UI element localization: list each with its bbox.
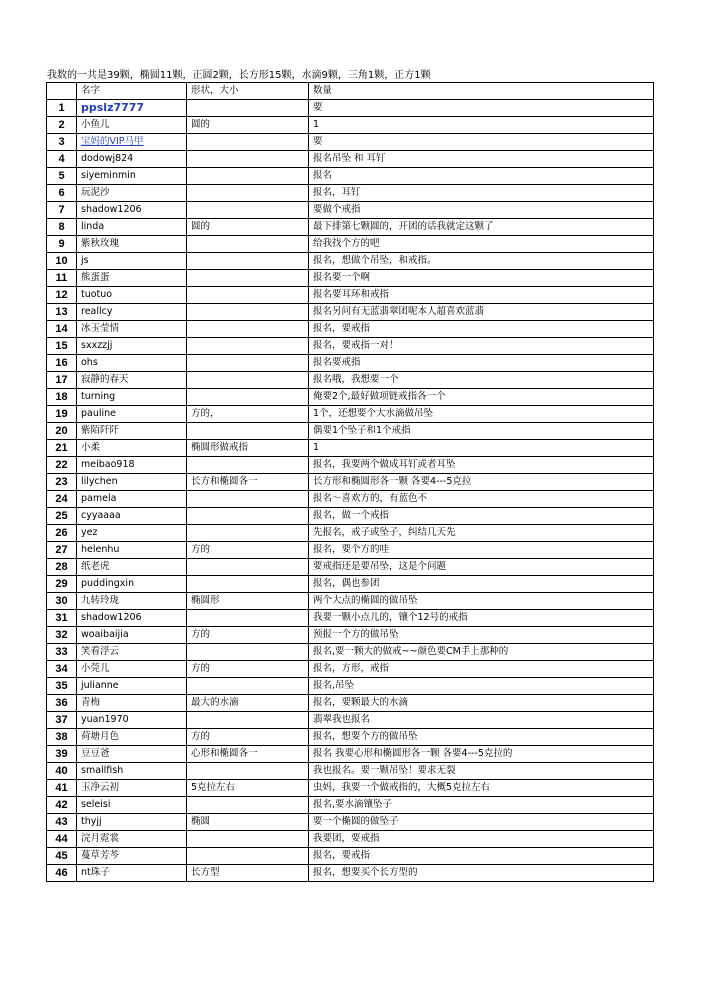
table-row [47,865,654,882]
row-name: woaibaijia [77,627,187,644]
row-shape [187,321,309,338]
row-name: julianne [77,678,187,695]
row-shape [187,525,309,542]
row-name: 荷塘月色 [77,729,187,746]
row-shape: 长方型 [187,865,309,882]
row-name: seleisi [77,797,187,814]
row-shape [187,185,309,202]
row-number: 46 [47,865,77,882]
row-shape [187,423,309,440]
row-number: 2 [47,117,77,134]
row-quantity: 报名吊坠 和 耳钉 [309,151,654,168]
row-shape [187,678,309,695]
row-quantity: 要 [309,134,654,151]
row-shape: 方的 [187,729,309,746]
row-number: 9 [47,236,77,253]
table-row [47,117,654,134]
table-row [47,814,654,831]
table-row [47,661,654,678]
row-quantity: 偶要1个坠子和1个戒指 [309,423,654,440]
row-shape: 长方和椭圆各一 [187,474,309,491]
table-row [47,321,654,338]
row-number: 43 [47,814,77,831]
summary-line: 我数的一共是39颗，椭圆11颗，正圆2颗，长方形15颗，水滴9颗，三角1颗，正方1颗 [47,70,431,81]
row-number: 14 [47,321,77,338]
row-quantity: 报名，要颗最大的水滴 [309,695,654,712]
table-row [47,491,654,508]
row-name: 豆豆爸 [77,746,187,763]
row-name: 纸老虎 [77,559,187,576]
table-row [47,389,654,406]
row-name: pamela [77,491,187,508]
row-quantity: 报名，偶也参团 [309,576,654,593]
row-name: 冰玉莹情 [77,321,187,338]
table-row [47,423,654,440]
row-name: 紫秋玫瑰 [77,236,187,253]
row-number: 19 [47,406,77,423]
row-number: 1 [47,100,77,117]
row-number: 39 [47,746,77,763]
row-quantity: 我要团，要戒指 [309,831,654,848]
row-shape [187,355,309,372]
table-row [47,593,654,610]
row-shape [187,253,309,270]
row-name: nt珠子 [77,865,187,882]
table-row [47,457,654,474]
row-shape [187,848,309,865]
row-number: 30 [47,593,77,610]
table-row [47,831,654,848]
row-name[interactable]: 宝妈的VIP马甲 [77,134,187,151]
row-quantity: 报名，想做个吊坠，和戒指。 [309,253,654,270]
table-row [47,406,654,423]
row-number: 5 [47,168,77,185]
row-number: 35 [47,678,77,695]
row-shape: 方的 [187,542,309,559]
row-shape [187,712,309,729]
row-quantity: 预报一个方的做吊坠 [309,627,654,644]
row-name: reallcy [77,304,187,321]
row-number: 33 [47,644,77,661]
row-number: 42 [47,797,77,814]
table-row [47,729,654,746]
row-shape: 椭圆 [187,814,309,831]
row-number: 13 [47,304,77,321]
row-shape [187,287,309,304]
row-name: 寂静的春天 [77,372,187,389]
row-name: 笑看浮云 [77,644,187,661]
row-shape [187,508,309,525]
table-row [47,746,654,763]
row-name: 九转玲珑 [77,593,187,610]
row-number: 38 [47,729,77,746]
row-name: 小莞儿 [77,661,187,678]
table-row [47,610,654,627]
row-name: ohs [77,355,187,372]
row-number: 29 [47,576,77,593]
row-name: turning [77,389,187,406]
table-row [47,695,654,712]
row-quantity: 报名,要水滴镶坠子 [309,797,654,814]
row-name: shadow1206 [77,202,187,219]
row-name: siyeminmin [77,168,187,185]
row-shape [187,610,309,627]
table-row [47,644,654,661]
row-shape: 方的， [187,406,309,423]
table-row [47,253,654,270]
row-name: smallfish [77,763,187,780]
row-shape: 5克拉左右 [187,780,309,797]
row-number: 28 [47,559,77,576]
row-number: 45 [47,848,77,865]
table-row [47,168,654,185]
table-row [47,627,654,644]
row-name: 小柔 [77,440,187,457]
row-name: js [77,253,187,270]
table-row [47,151,654,168]
row-shape [187,644,309,661]
row-shape: 椭圆形 [187,593,309,610]
row-shape [187,100,309,117]
row-shape: 圆的 [187,219,309,236]
row-number: 21 [47,440,77,457]
row-shape [187,270,309,287]
row-quantity: 报名，要戒指一对！ [309,338,654,355]
row-number: 16 [47,355,77,372]
table-row [47,134,654,151]
table-row [47,304,654,321]
row-name: 小鱼儿 [77,117,187,134]
row-shape [187,236,309,253]
table-row [47,474,654,491]
row-shape [187,168,309,185]
row-quantity: 报名，要戒指 [309,848,654,865]
row-quantity: 翡翠我也报名 [309,712,654,729]
table-row [47,100,654,117]
row-quantity: 两个大点的椭圆的做吊坠 [309,593,654,610]
row-quantity: 报名，想要买个长方型的 [309,865,654,882]
table-row [47,287,654,304]
row-name: linda [77,219,187,236]
row-quantity: 报名，想要个方的做吊坠 [309,729,654,746]
row-quantity: 要 [309,100,654,117]
table-row [47,355,654,372]
header-index [47,83,77,100]
table-row [47,848,654,865]
table-row [47,185,654,202]
table-row [47,678,654,695]
row-number: 41 [47,780,77,797]
row-number: 31 [47,610,77,627]
header-quantity: 数量 [309,83,654,100]
row-shape [187,491,309,508]
row-quantity: 报名另问有无蓝翡翠团呢本人超喜欢蓝翡 [309,304,654,321]
row-shape [187,831,309,848]
row-quantity: 要做个戒指 [309,202,654,219]
row-quantity: 先报名，戒子或坠子，纠结几天先 [309,525,654,542]
row-quantity: 报名要戒指 [309,355,654,372]
row-quantity: 长方形和椭圆形各一颗 各要4---5克拉 [309,474,654,491]
row-number: 22 [47,457,77,474]
row-number: 32 [47,627,77,644]
row-quantity: 报名,吊坠 [309,678,654,695]
table-row [47,372,654,389]
table-row [47,202,654,219]
table-row [47,270,654,287]
row-name: sxxzzjj [77,338,187,355]
table-row [47,559,654,576]
row-name: 熊蛋蛋 [77,270,187,287]
row-shape [187,202,309,219]
row-quantity: 我也报名。要一颗吊坠！要求无裂 [309,763,654,780]
row-quantity: 报名，方形，戒指 [309,661,654,678]
row-quantity: 1 [309,440,654,457]
table-row [47,440,654,457]
row-number: 34 [47,661,77,678]
row-name: 玩泥沙 [77,185,187,202]
row-shape [187,559,309,576]
row-quantity: 报名，耳钉 [309,185,654,202]
row-number: 7 [47,202,77,219]
row-name: 紫陌阡阡 [77,423,187,440]
row-quantity: 报名，我要两个做成耳钉或者耳坠 [309,457,654,474]
row-name: dodowj824 [77,151,187,168]
row-quantity: 报名,要一颗大的做戒~~颜色要CM手上那种的 [309,644,654,661]
row-name: 浣月霓裳 [77,831,187,848]
row-quantity: 报名哦，我想要一个 [309,372,654,389]
row-quantity: 要一个椭圆的做坠子 [309,814,654,831]
row-number: 20 [47,423,77,440]
row-name: ppslz7777 [77,100,187,117]
row-number: 18 [47,389,77,406]
row-quantity: 报名～喜欢方的，有蓝色不 [309,491,654,508]
header-name: 名字 [77,83,187,100]
row-shape [187,304,309,321]
table-row [47,780,654,797]
row-quantity: 虫妈，我要一个做戒指的，大概5克拉左右 [309,780,654,797]
row-shape: 心形和椭圆各一 [187,746,309,763]
row-shape [187,372,309,389]
row-quantity: 报名，要戒指 [309,321,654,338]
row-name: 玉净云初 [77,780,187,797]
row-name: pauline [77,406,187,423]
row-name: yez [77,525,187,542]
row-name: cyyaaaa [77,508,187,525]
row-quantity: 报名要一个啊 [309,270,654,287]
signup-table [46,82,654,882]
row-quantity: 报名 我要心形和椭圆形各一颗 各要4---5克拉的 [309,746,654,763]
header-shape: 形状，大小 [187,83,309,100]
row-number: 27 [47,542,77,559]
row-name: meibao918 [77,457,187,474]
row-shape: 椭圆形做戒指 [187,440,309,457]
row-number: 11 [47,270,77,287]
row-shape [187,797,309,814]
row-quantity: 给我找个方的吧 [309,236,654,253]
row-number: 12 [47,287,77,304]
row-number: 6 [47,185,77,202]
row-quantity: 俺要2个,最好做项链戒指各一个 [309,389,654,406]
row-name: lilychen [77,474,187,491]
row-shape [187,457,309,474]
row-number: 36 [47,695,77,712]
row-quantity: 我要一颗小点儿的，镶个12号的戒指 [309,610,654,627]
row-number: 25 [47,508,77,525]
row-quantity: 报名，要个方的哇 [309,542,654,559]
row-name: tuotuo [77,287,187,304]
table-row [47,338,654,355]
row-quantity: 最下排第七颗圆的，开团的话我就定这颗了 [309,219,654,236]
row-shape [187,763,309,780]
row-number: 44 [47,831,77,848]
row-quantity: 1 [309,117,654,134]
row-shape [187,134,309,151]
row-number: 15 [47,338,77,355]
row-name: thyjj [77,814,187,831]
row-number: 23 [47,474,77,491]
row-number: 3 [47,134,77,151]
row-quantity: 报名要耳环和戒指 [309,287,654,304]
table-row [47,712,654,729]
row-number: 4 [47,151,77,168]
row-number: 26 [47,525,77,542]
row-shape [187,151,309,168]
row-shape: 最大的水滴 [187,695,309,712]
row-name: yuan1970 [77,712,187,729]
table-row [47,797,654,814]
row-quantity: 要戒指还是要吊坠，这是个问题 [309,559,654,576]
row-shape [187,576,309,593]
row-number: 37 [47,712,77,729]
row-shape [187,338,309,355]
row-number: 8 [47,219,77,236]
table-row [47,236,654,253]
table-row [47,508,654,525]
row-shape: 方的 [187,627,309,644]
row-name: 蔓草芳芩 [77,848,187,865]
row-number: 17 [47,372,77,389]
table-row [47,576,654,593]
row-name: 青梅 [77,695,187,712]
row-shape [187,389,309,406]
table-row [47,542,654,559]
row-quantity: 报名，做一个戒指 [309,508,654,525]
table-row [47,219,654,236]
table-row [47,525,654,542]
row-number: 10 [47,253,77,270]
row-number: 40 [47,763,77,780]
table-row [47,763,654,780]
row-quantity: 1个，还想要个大水滴做吊坠 [309,406,654,423]
row-shape: 方的 [187,661,309,678]
row-quantity: 报名 [309,168,654,185]
row-number: 24 [47,491,77,508]
row-name: shadow1206 [77,610,187,627]
header-row [47,83,654,100]
row-name: helenhu [77,542,187,559]
row-shape: 圆的 [187,117,309,134]
row-name: puddingxin [77,576,187,593]
